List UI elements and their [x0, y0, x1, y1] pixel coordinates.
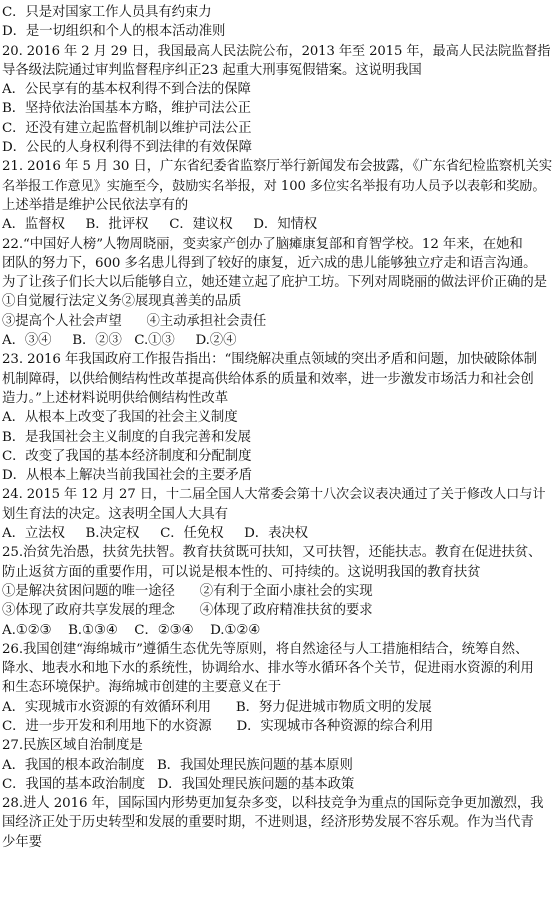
- q22-statements-2: ③提高个人社会声望 ④主动承担社会责任: [2, 313, 267, 329]
- q23-stem-line-2: 机制障碍，以供给侧结构性改革提高供给体系的质量和效率，进一步激发市场活力和社会创: [2, 371, 534, 387]
- q20-option-c: C．还没有建立起监督机制以维护司法公正: [2, 120, 252, 136]
- q22-stem-line-3: 为了让孩子们长大以后能够自立，她还建立起了庇护工坊。下列对周晓丽的做法评价正确的是: [2, 275, 547, 291]
- q22-stem-line-1: 22.“中国好人榜”人物周晓丽，变卖家产创办了脑瘫康复部和育智学校。12 年来，在她和: [2, 236, 523, 252]
- q23-option-d: D．从根本上解决当前我国社会的主要矛盾: [2, 468, 252, 484]
- q25-stem-line-2: 防止返贫方面的重要作用，可以说是根本性的、可持续的。这说明我国的教育扶贫: [2, 564, 481, 580]
- q26-options-ab: A．实现城市水资源的有效循环利用 B．努力促进城市物质文明的发展: [2, 699, 432, 715]
- q25-statements-2: ③体现了政府共享发展的理念 ④体现了政府精准扶贫的要求: [2, 603, 373, 619]
- q21-stem-line-2: 名举报工作意见》实施至今，鼓励实名举报，对 100 多位实名举报有功人员予以表彰和奖励。: [2, 178, 546, 194]
- q27-options-cd: C．我国的基本政治制度 D．我国处理民族问题的基本政策: [2, 776, 355, 792]
- q26-stem-line-2: 降水、地表水和地下水的系统性，协调给水、排水等水循环各个关节，促进雨水资源的利用: [2, 661, 534, 677]
- q24-stem-line-2: 划生育法的决定。这表明全国人大具有: [2, 506, 228, 522]
- q20-stem-line-1: 20. 2016 年 2 月 29 日，我国最高人民法院公布，2013 年至 2015 年，最高人民法院监督指: [2, 43, 551, 59]
- q28-stem-line-1: 28.进人 2016 年，国际国内形势更加复杂多变，以科技竞争为重点的国际竞争更加激烈，我: [2, 796, 544, 812]
- q25-options: A.①②③ B.①③④ C．②③④ D.①②④: [2, 622, 261, 638]
- q20-option-d: D．公民的人身权利得不到法律的有效保障: [2, 140, 252, 156]
- q22-stem-line-2: 团队的努力下，600 多名患儿得到了较好的康复，近六成的患儿能够独立疗走和语言沟通。: [2, 255, 537, 271]
- q23-option-c: C．改变了我国的基本经济制度和分配制度: [2, 448, 252, 464]
- q20-option-b: B．坚持依法治国基本方略，维护司法公正: [2, 101, 251, 117]
- q22-statements-1: ①自觉履行法定义务②展现真善美的品质: [2, 294, 242, 310]
- q28-stem-line-3: 少年要: [2, 834, 42, 850]
- q23-stem-line-3: 造力。”上述材料说明供给侧结构性改革: [2, 390, 228, 406]
- q21-stem-line-3: 上述举措是维护公民依法享有的: [2, 197, 189, 213]
- q26-stem-line-3: 和生态环境保护。海绵城市创建的主要意义在于: [2, 680, 282, 696]
- q25-stem-line-1: 25.治贫先治愚，扶贫先扶智。教育扶贫既可扶知，又可扶智，还能扶志。教育在促进扶贫、: [2, 545, 542, 561]
- q25-statements-1: ①是解决贫困问题的唯一途径 ②有利于全面小康社会的实现: [2, 583, 373, 599]
- q26-stem-line-1: 26.我国创建“海绵城市”遵循生态优先等原则，将自然途径与人工措施相结合，统筹自然、: [2, 641, 529, 657]
- q21-stem-line-1: 21. 2016 年 5 月 30 日，广东省纪委省监察厅举行新闻发布会披露，《广东省纪检监察机关实: [2, 159, 552, 175]
- q19-option-d: D．是一切组织和个人的根本活动准则: [2, 24, 226, 40]
- q20-stem-line-2: 导各级法院通过审判监督程序纠正23 起重大刑事冤假错案。这说明我国: [2, 62, 422, 78]
- q22-options: A．③④ B．②③ C.①③ D.②④: [2, 333, 237, 349]
- q26-options-cd: C．进一步开发和利用地下的水资源 D．实现城市各种资源的综合利用: [2, 718, 434, 734]
- q27-options-ab: A．我国的根本政治制度 B．我国处理民族问题的基本原则: [2, 757, 353, 773]
- q24-options: A．立法权 B.决定权 C．任免权 D．表决权: [2, 526, 308, 542]
- q24-stem-line-1: 24. 2015 年 12 月 27 日，十二届全国人大常委会第十八次会议表决通过了关于修改人口与计: [2, 487, 546, 503]
- q27-stem: 27.民族区域自治制度是: [2, 738, 143, 754]
- q23-option-a: A．从根本上改变了我国的社会主义制度: [2, 410, 238, 426]
- q19-option-c: C．只是对国家工作人员具有约束力: [2, 5, 212, 20]
- q23-option-b: B．是我国社会主义制度的自我完善和发展: [2, 429, 251, 445]
- q20-option-a: A．公民享有的基本权利得不到合法的保障: [2, 82, 251, 98]
- exam-page: [2, 3, 552, 852]
- q28-stem-line-2: 国经济正处于历史转型和发展的重要时期，不进则退，经济形势发展不容乐观。作为当代青: [2, 815, 534, 831]
- q23-stem-line-1: 23. 2016 年我国政府工作报告指出：“围绕解决重点领域的突出矛盾和问题，加快破除体制: [2, 352, 537, 368]
- q21-options: A．监督权 B．批评权 C．建议权 D．知情权: [2, 217, 318, 233]
